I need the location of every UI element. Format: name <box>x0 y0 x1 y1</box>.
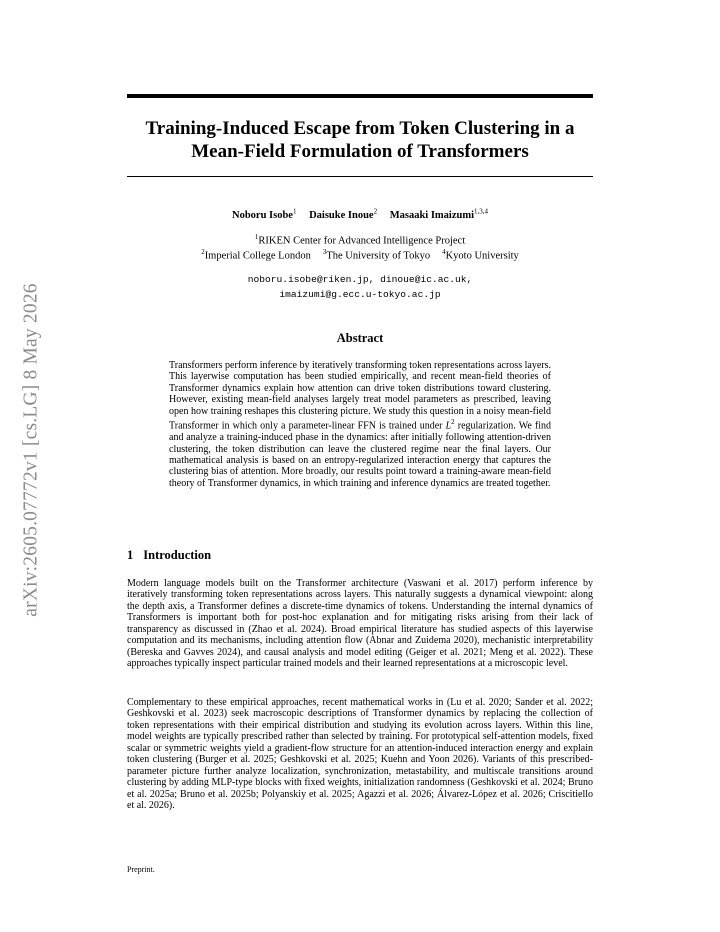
author-list <box>127 207 593 221</box>
title-line-1: Training-Induced Escape from Token Clustering in a <box>145 118 575 139</box>
affiliation-line-2: $^2$Imperial College London $^3$The University of Tokyo $^4$Kyoto University <box>201 248 519 262</box>
paper-title <box>127 117 593 163</box>
math-l2: L <box>445 420 452 432</box>
author-3: Masaaki Imaizumi$^{1,3,4}$ <box>389 207 488 221</box>
affiliation-line-1: $^1$RIKEN Center for Advanced Intelligence Project <box>254 233 466 247</box>
email-line-2: imaizumi@g.ecc.u-tokyo.ac.jp <box>279 289 441 300</box>
intro-paragraph-2: Complementary to these empirical approaches, recent mathematical works in (Lu et al. 2020; Sander et al. 2022; Geshkovski et al. 2023) seek macroscopic descriptions of Transformer dynamics by replacing the collection of token representations with their empirical distribution and studying its evolution across layers. Within this line, model weights are typically prescribed rather than selected by training. For prototypical self-attention models, fixed scalar or symmetric weights yield a gradient-flow structure for an attention-induced interaction energy and explain token clustering (Burger et al. 2025; Geshkovski et al. 2025; Kuehn and Yoon 2026). Variants of this prescribed-parameter picture further analyze localization, synchronization, metastability, and multiscale transitions around clustering by adding MLP-type blocks with fixed weights, initialization randomness (Geshkovski et al. 2024; Bruno et al. 2025a; Bruno et al. 2025b; Polyanskiy et al. 2025; Agazzi et al. 2026; Álvarez-López et al. 2026; Criscitiello et al. 2026). <box>127 697 593 812</box>
arxiv-identifier: arXiv:2605.07772v1 [cs.LG] 8 May 2026 <box>21 283 42 617</box>
intro-paragraph-1: Modern language models built on the Transformer architecture (Vaswani et al. 2017) perform inference by iteratively transforming token representations across layers. This naturally suggests a dynamical viewpoint: along the depth axis, a Transformer defines a discrete-time dynamics of tokens. Understanding the internal dynamics of Transformers is important both for post-hoc explanation and for mitigating risks arising from their lack of transparency as discussed in (Zhao et al. 2024). Broad empirical literature has studied aspects of this layerwise computation and its mechanisms, including attention flow (Abnar and Zuidema 2020), mechanistic interpretability (Bereska and Gavves 2024), and causal analysis and model editing (Geiger et al. 2021; Meng et al. 2022). These approaches typically inspect particular trained models and their learned representations at a microscopic level. <box>127 578 593 670</box>
preprint-footer: Preprint. <box>127 865 155 874</box>
abstract-text: Transformers perform inference by iteratively transforming token representations across layers. This layerwise computation has been studied empirically, and recent mean-field theories of Transformer dynamics explain how attention can drive token distributions toward clustering. However, existing mean-field analyses largely treat model parameters as prescribed, leaving open how training reshapes this clustering picture. We study this question in a noisy mean-field Transformer in which only a parameter-linear FFN is trained under $L^2$ regularization. We find and analyze a training-induced phase in the dynamics: after initially following attention-driven clustering, the token distribution can leave the clustered regime near the final layers. Our mathematical analysis is based on an entropy-regularized interaction energy that captures the clustering bias of attention. More broadly, our results point toward a training-aware mean-field theory of Transformer dynamics, in which training and inference dynamics are treated together. <box>169 360 551 489</box>
author-1: Noboru Isobe$^1$ <box>231 207 297 221</box>
title-bottom-rule <box>127 176 593 177</box>
abstract-heading: Abstract <box>336 331 384 345</box>
author-2: Daisuke Inoue$^2$ <box>309 207 378 221</box>
author-emails <box>127 272 593 302</box>
email-line-1: noboru.isobe@riken.jp, dinoue@ic.ac.uk, <box>247 274 473 285</box>
arxiv-side-stamp <box>12 255 52 645</box>
title-top-rule <box>127 94 593 98</box>
title-line-2: Mean-Field Formulation of Transformers <box>191 141 529 162</box>
section-heading-introduction: 1 Introduction <box>127 548 212 562</box>
